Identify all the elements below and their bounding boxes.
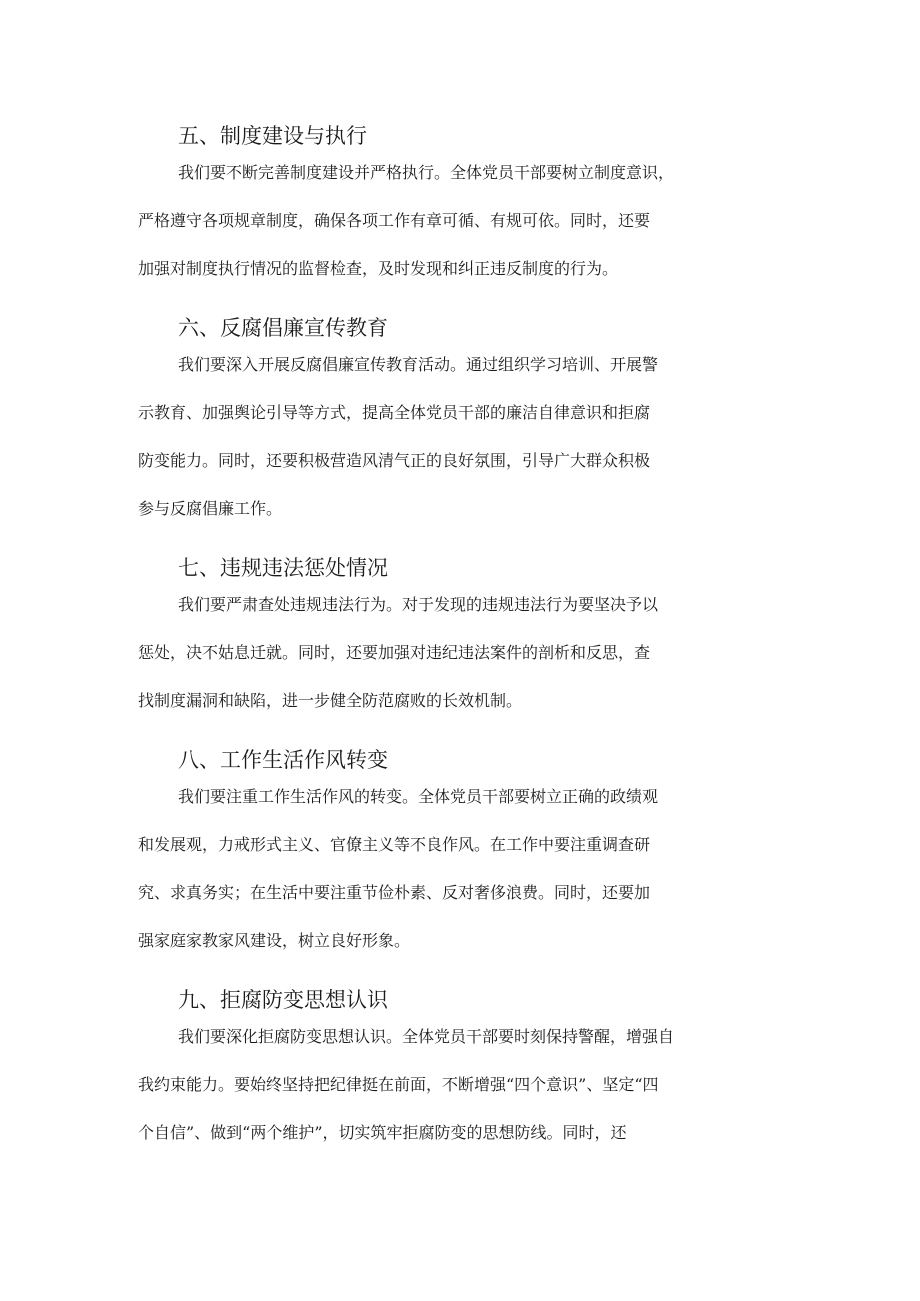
section-6 [138, 304, 788, 544]
section-heading: 六、反腐倡廉宣传教育 [178, 316, 388, 340]
document-body [138, 112, 788, 1168]
paragraph-line: 我们要深入开展反腐倡廉宣传教育活动。通过组织学习培训、开展警 [178, 355, 659, 374]
section-heading: 七、违规违法惩处情况 [178, 556, 388, 580]
paragraph-line: 我们要注重工作生活作风的转变。全体党员干部要树立正确的政绩观 [178, 787, 659, 806]
section-paragraph [138, 1024, 788, 1168]
paragraph-line: 严格遵守各项规章制度，确保各项工作有章可循、有规可依。同时，还要 [138, 211, 651, 230]
paragraph-line: 我们要深化拒腐防变思想认识。全体党员干部要时刻保持警醒，增强自 [178, 1027, 675, 1046]
section-paragraph [138, 784, 788, 976]
paragraph-line: 我们要不断完善制度建设并严格执行。全体党员干部要树立制度意识， [178, 163, 675, 182]
paragraph-line: 找制度漏洞和缺陷，进一步健全防范腐败的长效机制。 [138, 691, 523, 710]
section-paragraph [138, 160, 788, 304]
section-paragraph [138, 352, 788, 544]
section-8 [138, 736, 788, 976]
paragraph-line: 我们要严肃查处违规违法行为。对于发现的违规违法行为要坚决予以 [178, 595, 659, 614]
section-heading: 九、拒腐防变思想认识 [178, 988, 388, 1012]
section-9 [138, 976, 788, 1168]
section-heading: 八、工作生活作风转变 [178, 748, 388, 772]
paragraph-line: 惩处，决不姑息迁就。同时，还要加强对违纪违法案件的剖析和反思，查 [138, 643, 651, 662]
paragraph-line: 加强对制度执行情况的监督检查，及时发现和纠正违反制度的行为。 [138, 259, 619, 278]
paragraph-line: 和发展观，力戒形式主义、官僚主义等不良作风。在工作中要注重调查研 [138, 835, 651, 854]
paragraph-line: 强家庭家教家风建设，树立良好形象。 [138, 931, 411, 950]
paragraph-line: 个自信”、做到“两个维护”，切实筑牢拒腐防变的思想防线。同时，还 [138, 1123, 627, 1142]
section-7 [138, 544, 788, 736]
paragraph-line: 参与反腐倡廉工作。 [138, 499, 283, 518]
section-paragraph [138, 592, 788, 736]
paragraph-line: 示教育、加强舆论引导等方式，提高全体党员干部的廉洁自律意识和拒腐 [138, 403, 651, 422]
section-5 [138, 112, 788, 304]
paragraph-line: 防变能力。同时，还要积极营造风清气正的良好氛围，引导广大群众积极 [138, 451, 651, 470]
paragraph-line: 究、求真务实；在生活中要注重节俭朴素、反对奢侈浪费。同时，还要加 [138, 883, 651, 902]
paragraph-line: 我约束能力。要始终坚持把纪律挺在前面，不断增强“四个意识”、坚定“四 [138, 1075, 659, 1094]
section-heading: 五、制度建设与执行 [178, 124, 367, 148]
